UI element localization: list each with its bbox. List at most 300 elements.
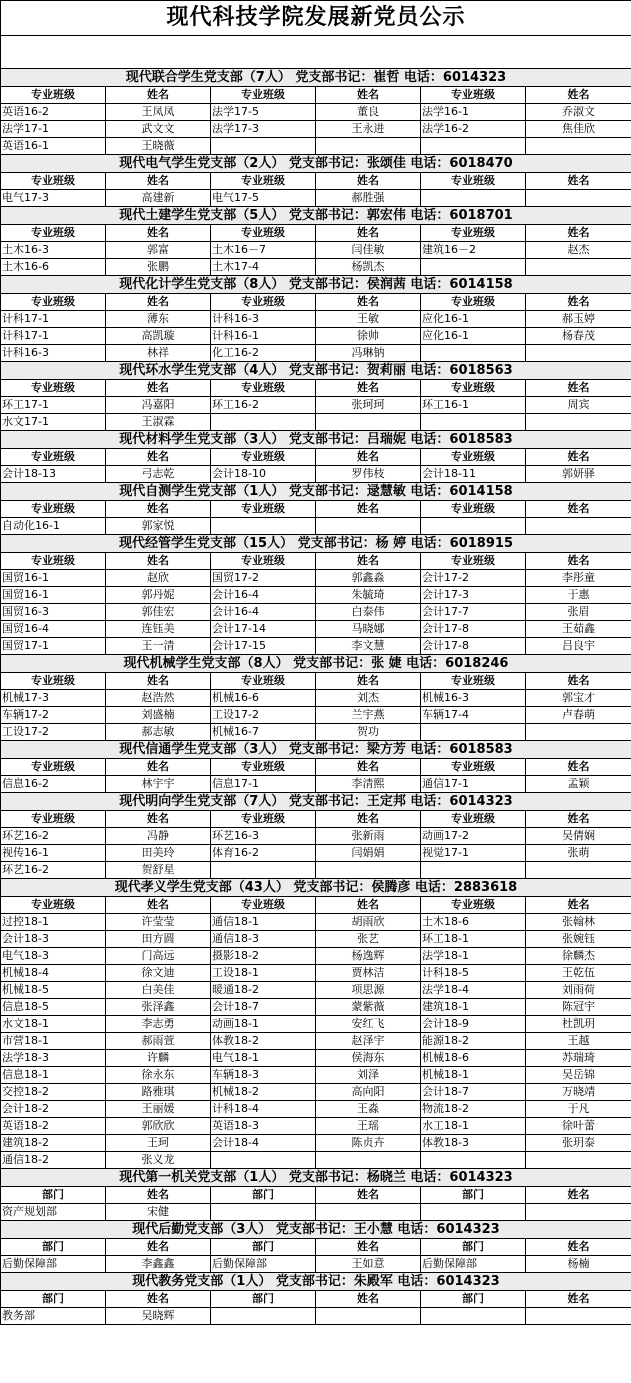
class-cell: 环艺16-3: [211, 828, 316, 845]
class-cell: 化工16-2: [211, 345, 316, 362]
name-cell: 贺功: [316, 724, 421, 741]
name-cell: [526, 724, 631, 741]
column-header: 姓名: [526, 380, 631, 397]
class-cell: 会计18-4: [211, 1135, 316, 1152]
class-cell: 动画17-2: [421, 828, 526, 845]
class-cell: 会计17-2: [421, 570, 526, 587]
name-cell: [526, 259, 631, 276]
table-row: [1, 1067, 631, 1084]
column-header: 姓名: [106, 673, 211, 690]
column-header: 部门: [421, 1239, 526, 1256]
name-cell: 林宇宇: [106, 776, 211, 793]
column-header: 姓名: [526, 1291, 631, 1308]
class-cell: 应化16-1: [421, 311, 526, 328]
name-cell: 于凡: [526, 1101, 631, 1118]
class-cell: 信息17-1: [211, 776, 316, 793]
class-cell: 会计18-3: [1, 931, 106, 948]
column-header: 姓名: [106, 811, 211, 828]
column-header: 部门: [1, 1239, 106, 1256]
name-cell: 万晓靖: [526, 1084, 631, 1101]
name-cell: 王丽媛: [106, 1101, 211, 1118]
column-header: 部门: [211, 1187, 316, 1204]
column-header-row: [1, 1187, 631, 1204]
name-cell: 于惠: [526, 587, 631, 604]
section-heading: 现代经管学生党支部（15人） 党支部书记：杨 婷 电话：6018915: [1, 535, 631, 553]
name-cell: 王敏: [316, 311, 421, 328]
class-cell: 会计18-10: [211, 466, 316, 483]
class-cell: 水文17-1: [1, 414, 106, 431]
column-header: 专业班级: [211, 380, 316, 397]
class-cell: 环工17-1: [1, 397, 106, 414]
class-cell: [211, 138, 316, 155]
class-cell: 土木16-6: [1, 259, 106, 276]
class-cell: 电气17-5: [211, 190, 316, 207]
column-header: 姓名: [526, 449, 631, 466]
class-cell: [421, 1152, 526, 1169]
class-cell: 机械18-6: [421, 1050, 526, 1067]
name-cell: 董良: [316, 104, 421, 121]
column-header-row: [1, 897, 631, 914]
column-header: 姓名: [316, 294, 421, 311]
name-cell: 李文慧: [316, 638, 421, 655]
table-row: [1, 1101, 631, 1118]
name-cell: 弓志乾: [106, 466, 211, 483]
class-cell: 信息18-5: [1, 999, 106, 1016]
column-header: 专业班级: [421, 759, 526, 776]
column-header: 专业班级: [1, 673, 106, 690]
name-cell: [526, 138, 631, 155]
class-cell: 会计16-4: [211, 604, 316, 621]
section-heading-row: [1, 69, 631, 87]
table-row: [1, 724, 631, 741]
class-cell: 法学18-3: [1, 1050, 106, 1067]
section-heading: 现代材料学生党支部（3人） 党支部书记：吕瑞妮 电话：6018583: [1, 431, 631, 449]
name-cell: 杨凯杰: [316, 259, 421, 276]
name-cell: 王如意: [316, 1256, 421, 1273]
section-heading: 现代化计学生党支部（8人） 党支部书记：侯润茜 电话：6014158: [1, 276, 631, 294]
column-header: 姓名: [316, 553, 421, 570]
name-cell: 闫娟娟: [316, 845, 421, 862]
table-row: [1, 965, 631, 982]
name-cell: 郭佳宏: [106, 604, 211, 621]
section-heading-row: [1, 1169, 631, 1187]
name-cell: 张鹏: [106, 259, 211, 276]
column-header: 姓名: [526, 225, 631, 242]
table-row: [1, 845, 631, 862]
column-header: 姓名: [526, 759, 631, 776]
name-cell: 高凯璇: [106, 328, 211, 345]
name-cell: 张新雨: [316, 828, 421, 845]
section-heading-row: [1, 276, 631, 294]
name-cell: 郝雨萱: [106, 1033, 211, 1050]
table-row: [1, 948, 631, 965]
table-row: [1, 259, 631, 276]
class-cell: 计科18-5: [421, 965, 526, 982]
name-cell: 冯静: [106, 828, 211, 845]
table-row: [1, 587, 631, 604]
name-cell: 赵泽宇: [316, 1033, 421, 1050]
column-header: 部门: [211, 1291, 316, 1308]
column-header: 姓名: [106, 225, 211, 242]
name-cell: 白泰伟: [316, 604, 421, 621]
class-cell: 法学18-1: [421, 948, 526, 965]
class-cell: 法学17-5: [211, 104, 316, 121]
column-header: 专业班级: [1, 380, 106, 397]
name-cell: 张萌: [526, 845, 631, 862]
class-cell: 法学17-3: [211, 121, 316, 138]
name-cell: 杨逸辉: [316, 948, 421, 965]
class-cell: 电气18-1: [211, 1050, 316, 1067]
column-header-row: [1, 225, 631, 242]
column-header: 专业班级: [211, 87, 316, 104]
class-cell: 计科16-1: [211, 328, 316, 345]
column-header: 专业班级: [211, 673, 316, 690]
class-cell: 英语16-1: [1, 138, 106, 155]
class-cell: [421, 1204, 526, 1221]
name-cell: 胡雨欣: [316, 914, 421, 931]
column-header: 专业班级: [1, 225, 106, 242]
column-header: 专业班级: [421, 380, 526, 397]
class-cell: 建筑16－2: [421, 242, 526, 259]
name-cell: 赵欣: [106, 570, 211, 587]
class-cell: 工设18-1: [211, 965, 316, 982]
table-row: [1, 345, 631, 362]
class-cell: 机械18-4: [1, 965, 106, 982]
class-cell: 会计18-13: [1, 466, 106, 483]
column-header: 专业班级: [421, 897, 526, 914]
class-cell: 环工18-1: [421, 931, 526, 948]
class-cell: 国贸16-3: [1, 604, 106, 621]
column-header-row: [1, 380, 631, 397]
name-cell: 安红飞: [316, 1016, 421, 1033]
name-cell: [316, 1204, 421, 1221]
section-heading-row: [1, 362, 631, 380]
column-header: 部门: [421, 1291, 526, 1308]
section-heading: 现代孝义学生党支部（43人） 党支部书记：侯腾彦 电话：2883618: [1, 879, 631, 897]
column-header: 姓名: [106, 380, 211, 397]
column-header: 姓名: [316, 173, 421, 190]
name-cell: 刘杰: [316, 690, 421, 707]
column-header: 专业班级: [1, 501, 106, 518]
name-cell: [526, 1308, 631, 1325]
class-cell: 机械18-1: [421, 1067, 526, 1084]
column-header: 姓名: [106, 1291, 211, 1308]
table-row: [1, 311, 631, 328]
name-cell: 徐叶蕾: [526, 1118, 631, 1135]
class-cell: 车辆17-4: [421, 707, 526, 724]
column-header: 专业班级: [421, 87, 526, 104]
column-header: 姓名: [526, 897, 631, 914]
name-cell: 高向阳: [316, 1084, 421, 1101]
column-header-row: [1, 759, 631, 776]
column-header: 部门: [421, 1187, 526, 1204]
name-cell: 刘盛楠: [106, 707, 211, 724]
column-header: 专业班级: [211, 553, 316, 570]
name-cell: 林祥: [106, 345, 211, 362]
class-cell: 机械16-6: [211, 690, 316, 707]
section-heading-row: [1, 431, 631, 449]
name-cell: 张眉: [526, 604, 631, 621]
name-cell: [526, 862, 631, 879]
name-cell: 高建新: [106, 190, 211, 207]
class-cell: [421, 518, 526, 535]
section-heading: 现代明向学生党支部（7人） 党支部书记：王定邦 电话：6014323: [1, 793, 631, 811]
class-cell: [211, 518, 316, 535]
class-cell: 国贸16-1: [1, 587, 106, 604]
class-cell: [421, 138, 526, 155]
name-cell: 兰宇燕: [316, 707, 421, 724]
table-row: [1, 397, 631, 414]
class-cell: 会计17-8: [421, 621, 526, 638]
name-cell: 刘雨荷: [526, 982, 631, 999]
column-header-row: [1, 811, 631, 828]
class-cell: 摄影18-2: [211, 948, 316, 965]
name-cell: 杨春茂: [526, 328, 631, 345]
table-row: [1, 1084, 631, 1101]
section-heading-row: [1, 741, 631, 759]
class-cell: 计科17-1: [1, 311, 106, 328]
class-cell: 工设17-2: [1, 724, 106, 741]
name-cell: 陈冠宇: [526, 999, 631, 1016]
class-cell: 应化16-1: [421, 328, 526, 345]
class-cell: 会计18-2: [1, 1101, 106, 1118]
name-cell: 王越: [526, 1033, 631, 1050]
class-cell: 会计16-4: [211, 587, 316, 604]
table-row: [1, 328, 631, 345]
column-header: 专业班级: [1, 811, 106, 828]
table-row: [1, 190, 631, 207]
section-heading: 现代自测学生党支部（1人） 党支部书记：逯慧敏 电话：6014158: [1, 483, 631, 501]
name-cell: 李清熙: [316, 776, 421, 793]
column-header: 姓名: [526, 1239, 631, 1256]
class-cell: 信息16-2: [1, 776, 106, 793]
class-cell: 水文18-1: [1, 1016, 106, 1033]
column-header: 专业班级: [1, 897, 106, 914]
name-cell: [316, 862, 421, 879]
class-cell: 国贸16-4: [1, 621, 106, 638]
name-cell: 王茹鑫: [526, 621, 631, 638]
name-cell: 杜凯玥: [526, 1016, 631, 1033]
class-cell: 国贸16-1: [1, 570, 106, 587]
class-cell: 会计17-14: [211, 621, 316, 638]
column-header: 专业班级: [1, 87, 106, 104]
section-heading-row: [1, 655, 631, 673]
class-cell: 建筑18-1: [421, 999, 526, 1016]
column-header: 姓名: [316, 380, 421, 397]
column-header: 部门: [1, 1187, 106, 1204]
name-cell: [526, 345, 631, 362]
table-row: [1, 414, 631, 431]
section-heading-row: [1, 793, 631, 811]
class-cell: 环艺16-2: [1, 828, 106, 845]
class-cell: 自动化16-1: [1, 518, 106, 535]
class-cell: 环艺16-2: [1, 862, 106, 879]
name-cell: 李鑫鑫: [106, 1256, 211, 1273]
name-cell: 王凤凤: [106, 104, 211, 121]
name-cell: 徐永东: [106, 1067, 211, 1084]
section-heading-row: [1, 1273, 631, 1291]
class-cell: 建筑18-2: [1, 1135, 106, 1152]
class-cell: 会计18-9: [421, 1016, 526, 1033]
table-row: [1, 570, 631, 587]
column-header: 专业班级: [211, 173, 316, 190]
name-cell: 卢春萌: [526, 707, 631, 724]
class-cell: 车辆17-2: [1, 707, 106, 724]
column-header: 姓名: [526, 1187, 631, 1204]
class-cell: 暖通18-2: [211, 982, 316, 999]
section-heading-row: [1, 207, 631, 225]
name-cell: 陈贞卉: [316, 1135, 421, 1152]
name-cell: [316, 1152, 421, 1169]
class-cell: 土木16-3: [1, 242, 106, 259]
class-cell: 会计17-8: [421, 638, 526, 655]
table-row: [1, 518, 631, 535]
table-row: [1, 104, 631, 121]
column-header-row: [1, 87, 631, 104]
column-header: 姓名: [316, 759, 421, 776]
name-cell: 罗伟枝: [316, 466, 421, 483]
table-row: [1, 999, 631, 1016]
column-header-row: [1, 501, 631, 518]
class-cell: 国贸17-1: [1, 638, 106, 655]
table-row: [1, 862, 631, 879]
class-cell: 视觉17-1: [421, 845, 526, 862]
section-heading: 现代教务党支部（1人） 党支部书记：朱殿军 电话：6014323: [1, 1273, 631, 1291]
table-row: [1, 121, 631, 138]
page-title: 现代科技学院发展新党员公示: [1, 1, 631, 36]
class-cell: 后勤保障部: [1, 1256, 106, 1273]
table-row: [1, 690, 631, 707]
name-cell: 贺舒星: [106, 862, 211, 879]
name-cell: 张泽鑫: [106, 999, 211, 1016]
class-cell: 会计18-7: [211, 999, 316, 1016]
class-cell: 电气17-3: [1, 190, 106, 207]
column-header-row: [1, 1239, 631, 1256]
class-cell: 法学17-1: [1, 121, 106, 138]
blank-cell: [1, 36, 631, 69]
column-header: 姓名: [316, 225, 421, 242]
column-header: 姓名: [316, 501, 421, 518]
name-cell: 门高远: [106, 948, 211, 965]
table-row: [1, 638, 631, 655]
name-cell: 宋健: [106, 1204, 211, 1221]
column-header-row: [1, 553, 631, 570]
section-heading: 现代后勤党支部（3人） 党支部书记：王小慧 电话：6014323: [1, 1221, 631, 1239]
name-cell: 焦佳欣: [526, 121, 631, 138]
name-cell: 侯海东: [316, 1050, 421, 1067]
name-cell: 吴岳锦: [526, 1067, 631, 1084]
name-cell: 郝志敏: [106, 724, 211, 741]
section-heading-row: [1, 483, 631, 501]
name-cell: 张义龙: [106, 1152, 211, 1169]
name-cell: 张珂珂: [316, 397, 421, 414]
table-row: [1, 914, 631, 931]
name-cell: [526, 518, 631, 535]
name-cell: 蒙紫薇: [316, 999, 421, 1016]
column-header-row: [1, 173, 631, 190]
class-cell: 会计18-7: [421, 1084, 526, 1101]
table-row: [1, 776, 631, 793]
class-cell: 水工18-1: [421, 1118, 526, 1135]
table-row: [1, 931, 631, 948]
name-cell: 郝胜强: [316, 190, 421, 207]
class-cell: 会计17-3: [421, 587, 526, 604]
name-cell: 王乾伍: [526, 965, 631, 982]
name-cell: 贾林洁: [316, 965, 421, 982]
name-cell: 王淼: [316, 1101, 421, 1118]
section-heading: 现代土建学生党支部（5人） 党支部书记：郭宏伟 电话：6018701: [1, 207, 631, 225]
class-cell: 物流18-2: [421, 1101, 526, 1118]
blank-row: [1, 36, 631, 69]
name-cell: 徐麟杰: [526, 948, 631, 965]
table-row: [1, 707, 631, 724]
name-cell: 朱毓琦: [316, 587, 421, 604]
section-heading: 现代信通学生党支部（3人） 党支部书记：梁方芳 电话：6018583: [1, 741, 631, 759]
class-cell: 通信18-2: [1, 1152, 106, 1169]
name-cell: [526, 1204, 631, 1221]
table-row: [1, 1135, 631, 1152]
table-row: [1, 604, 631, 621]
section-heading-row: [1, 1221, 631, 1239]
column-header: 姓名: [526, 811, 631, 828]
name-cell: 赵浩然: [106, 690, 211, 707]
name-cell: [526, 190, 631, 207]
class-cell: 车辆18-3: [211, 1067, 316, 1084]
column-header: 姓名: [316, 1239, 421, 1256]
class-cell: [421, 345, 526, 362]
section-heading: 现代联合学生党支部（7人） 党支部书记：崔哲 电话：6014323: [1, 69, 631, 87]
class-cell: 计科16-3: [1, 345, 106, 362]
class-cell: 机械18-2: [211, 1084, 316, 1101]
class-cell: 会计17-7: [421, 604, 526, 621]
column-header: 姓名: [526, 294, 631, 311]
name-cell: 张玥泰: [526, 1135, 631, 1152]
name-cell: 吴倩娴: [526, 828, 631, 845]
column-header: 专业班级: [211, 811, 316, 828]
column-header: 专业班级: [421, 294, 526, 311]
column-header: 姓名: [106, 449, 211, 466]
class-cell: 市营18-1: [1, 1033, 106, 1050]
name-cell: 马晓娜: [316, 621, 421, 638]
section-heading: 现代机械学生党支部（8人） 党支部书记：张 婕 电话：6018246: [1, 655, 631, 673]
name-cell: 杨楠: [526, 1256, 631, 1273]
name-cell: 王晓薇: [106, 138, 211, 155]
name-cell: 徐帅: [316, 328, 421, 345]
title-row: [1, 1, 631, 36]
name-cell: [526, 1152, 631, 1169]
class-cell: 环工16-2: [211, 397, 316, 414]
column-header: 专业班级: [211, 501, 316, 518]
class-cell: 国贸17-2: [211, 570, 316, 587]
table-row: [1, 1033, 631, 1050]
class-cell: 资产规划部: [1, 1204, 106, 1221]
column-header: 部门: [1, 1291, 106, 1308]
table-row: [1, 1050, 631, 1067]
name-cell: 张翰林: [526, 914, 631, 931]
class-cell: 机械17-3: [1, 690, 106, 707]
name-cell: 郭鑫淼: [316, 570, 421, 587]
name-cell: 郭欣欣: [106, 1118, 211, 1135]
name-cell: 郭宝才: [526, 690, 631, 707]
name-cell: 白美佳: [106, 982, 211, 999]
class-cell: 后勤保障部: [421, 1256, 526, 1273]
name-cell: 吴晓辉: [106, 1308, 211, 1325]
section-heading-row: [1, 879, 631, 897]
class-cell: [211, 1152, 316, 1169]
name-cell: 赵杰: [526, 242, 631, 259]
column-header: 专业班级: [421, 225, 526, 242]
column-header: 姓名: [106, 1187, 211, 1204]
